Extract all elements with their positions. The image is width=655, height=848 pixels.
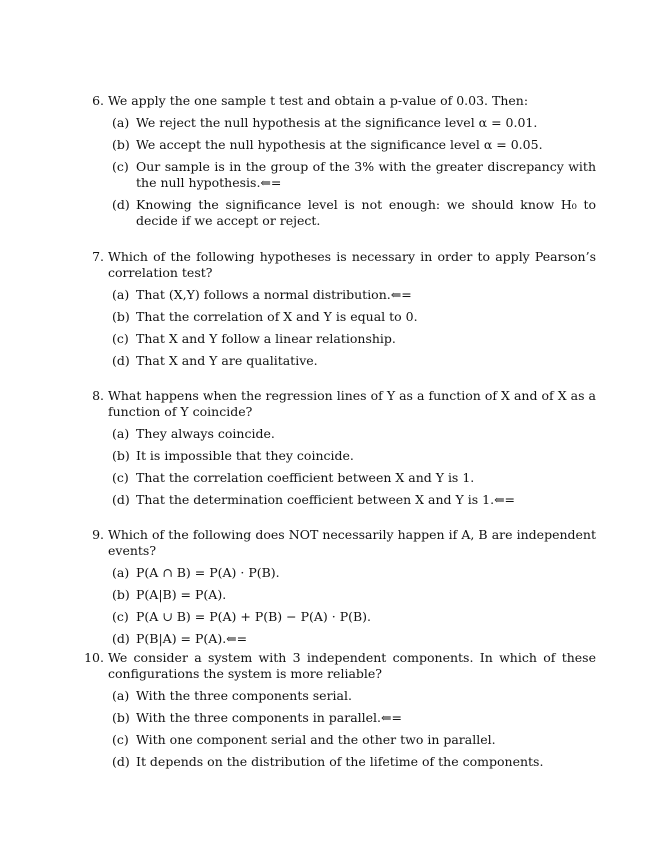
option-label: (c): [112, 331, 129, 346]
option-text: Our sample is in the group of the 3% with the greater discrepancy with the null hypothesis.⇐=: [136, 159, 596, 190]
question-number: 8.: [92, 388, 104, 403]
question-number: 9.: [92, 527, 104, 542]
option-item: [108, 353, 596, 369]
option-text: It is impossible that they coincide.: [136, 448, 354, 463]
option-text: That the correlation coefficient between X and Y is 1.: [136, 470, 475, 485]
option-text: We accept the null hypothesis at the significance level α = 0.05.: [136, 137, 543, 152]
question-text: Which of the following does NOT necessarily happen if A, B are independent events?: [108, 527, 596, 558]
option-item: [108, 137, 596, 153]
option-text: With the three components in parallel.⇐=: [136, 710, 402, 725]
question-text: Which of the following hypotheses is necessary in order to apply Pearson’s correlation test?: [108, 249, 596, 280]
option-text: With the three components serial.: [136, 688, 352, 703]
option-text: P(B|A) = P(A).⇐=: [136, 631, 248, 646]
question-text: We apply the one sample t test and obtain a p-value of 0.03. Then:: [108, 93, 529, 108]
option-text: That the determination coefficient between X and Y is 1.⇐=: [136, 492, 516, 507]
options-list: [108, 426, 596, 508]
option-label: (b): [112, 587, 130, 602]
option-item: [108, 710, 596, 726]
option-item: [108, 197, 596, 229]
option-label: (b): [112, 710, 130, 725]
question-number: 6.: [92, 93, 104, 108]
option-item: [108, 448, 596, 464]
option-item: [108, 631, 596, 647]
question-9: [84, 527, 596, 653]
option-label: (d): [112, 754, 130, 769]
option-text: That X and Y follow a linear relationship.: [136, 331, 396, 346]
question-7: [84, 249, 596, 375]
option-text: P(A ∩ B) = P(A) · P(B).: [136, 565, 280, 580]
option-text: That (X,Y) follows a normal distribution.⇐=: [136, 287, 412, 302]
option-label: (a): [112, 115, 130, 130]
option-label: (a): [112, 565, 130, 580]
option-label: (c): [112, 732, 129, 747]
question-number: 10.: [84, 650, 104, 665]
options-list: [108, 287, 596, 369]
question-text: What happens when the regression lines of Y as a function of X and of X as a function of Y coincide?: [108, 388, 596, 419]
option-label: (a): [112, 688, 130, 703]
option-text: P(A|B) = P(A).: [136, 587, 227, 602]
option-item: [108, 732, 596, 748]
option-label: (d): [112, 197, 130, 212]
option-item: [108, 470, 596, 486]
option-label: (b): [112, 448, 130, 463]
option-label: (c): [112, 159, 129, 174]
question-number: 7.: [92, 249, 104, 264]
option-label: (c): [112, 470, 129, 485]
option-item: [108, 492, 596, 508]
option-text: With one component serial and the other two in parallel.: [136, 732, 496, 747]
option-item: [108, 565, 596, 581]
option-item: [108, 331, 596, 347]
option-item: [108, 426, 596, 442]
option-item: [108, 587, 596, 603]
option-text: That X and Y are qualitative.: [136, 353, 318, 368]
question-text: We consider a system with 3 independent components. In which of these configurations the system is more reliable?: [108, 650, 596, 681]
option-label: (a): [112, 426, 130, 441]
option-text: It depends on the distribution of the lifetime of the components.: [136, 754, 544, 769]
option-label: (d): [112, 353, 130, 368]
option-label: (b): [112, 309, 130, 324]
option-item: [108, 609, 596, 625]
option-label: (d): [112, 631, 130, 646]
option-text: Knowing the significance level is not enough: we should know H₀ to decide if we accept or reject.: [136, 197, 596, 228]
question-8: [84, 388, 596, 514]
options-list: [108, 688, 596, 770]
option-item: [108, 754, 596, 770]
option-label: (a): [112, 287, 130, 302]
options-list: [108, 115, 596, 229]
option-item: [108, 115, 596, 131]
option-item: [108, 309, 596, 325]
option-label: (c): [112, 609, 129, 624]
question-6: [84, 93, 596, 235]
options-list: [108, 565, 596, 647]
option-text: P(A ∪ B) = P(A) + P(B) − P(A) · P(B).: [136, 609, 372, 624]
option-text: We reject the null hypothesis at the significance level α = 0.01.: [136, 115, 538, 130]
question-10: [84, 650, 596, 776]
option-item: [108, 287, 596, 303]
option-label: (d): [112, 492, 130, 507]
option-text: They always coincide.: [136, 426, 275, 441]
option-text: That the correlation of X and Y is equal to 0.: [136, 309, 418, 324]
option-label: (b): [112, 137, 130, 152]
option-item: [108, 688, 596, 704]
option-item: [108, 159, 596, 191]
